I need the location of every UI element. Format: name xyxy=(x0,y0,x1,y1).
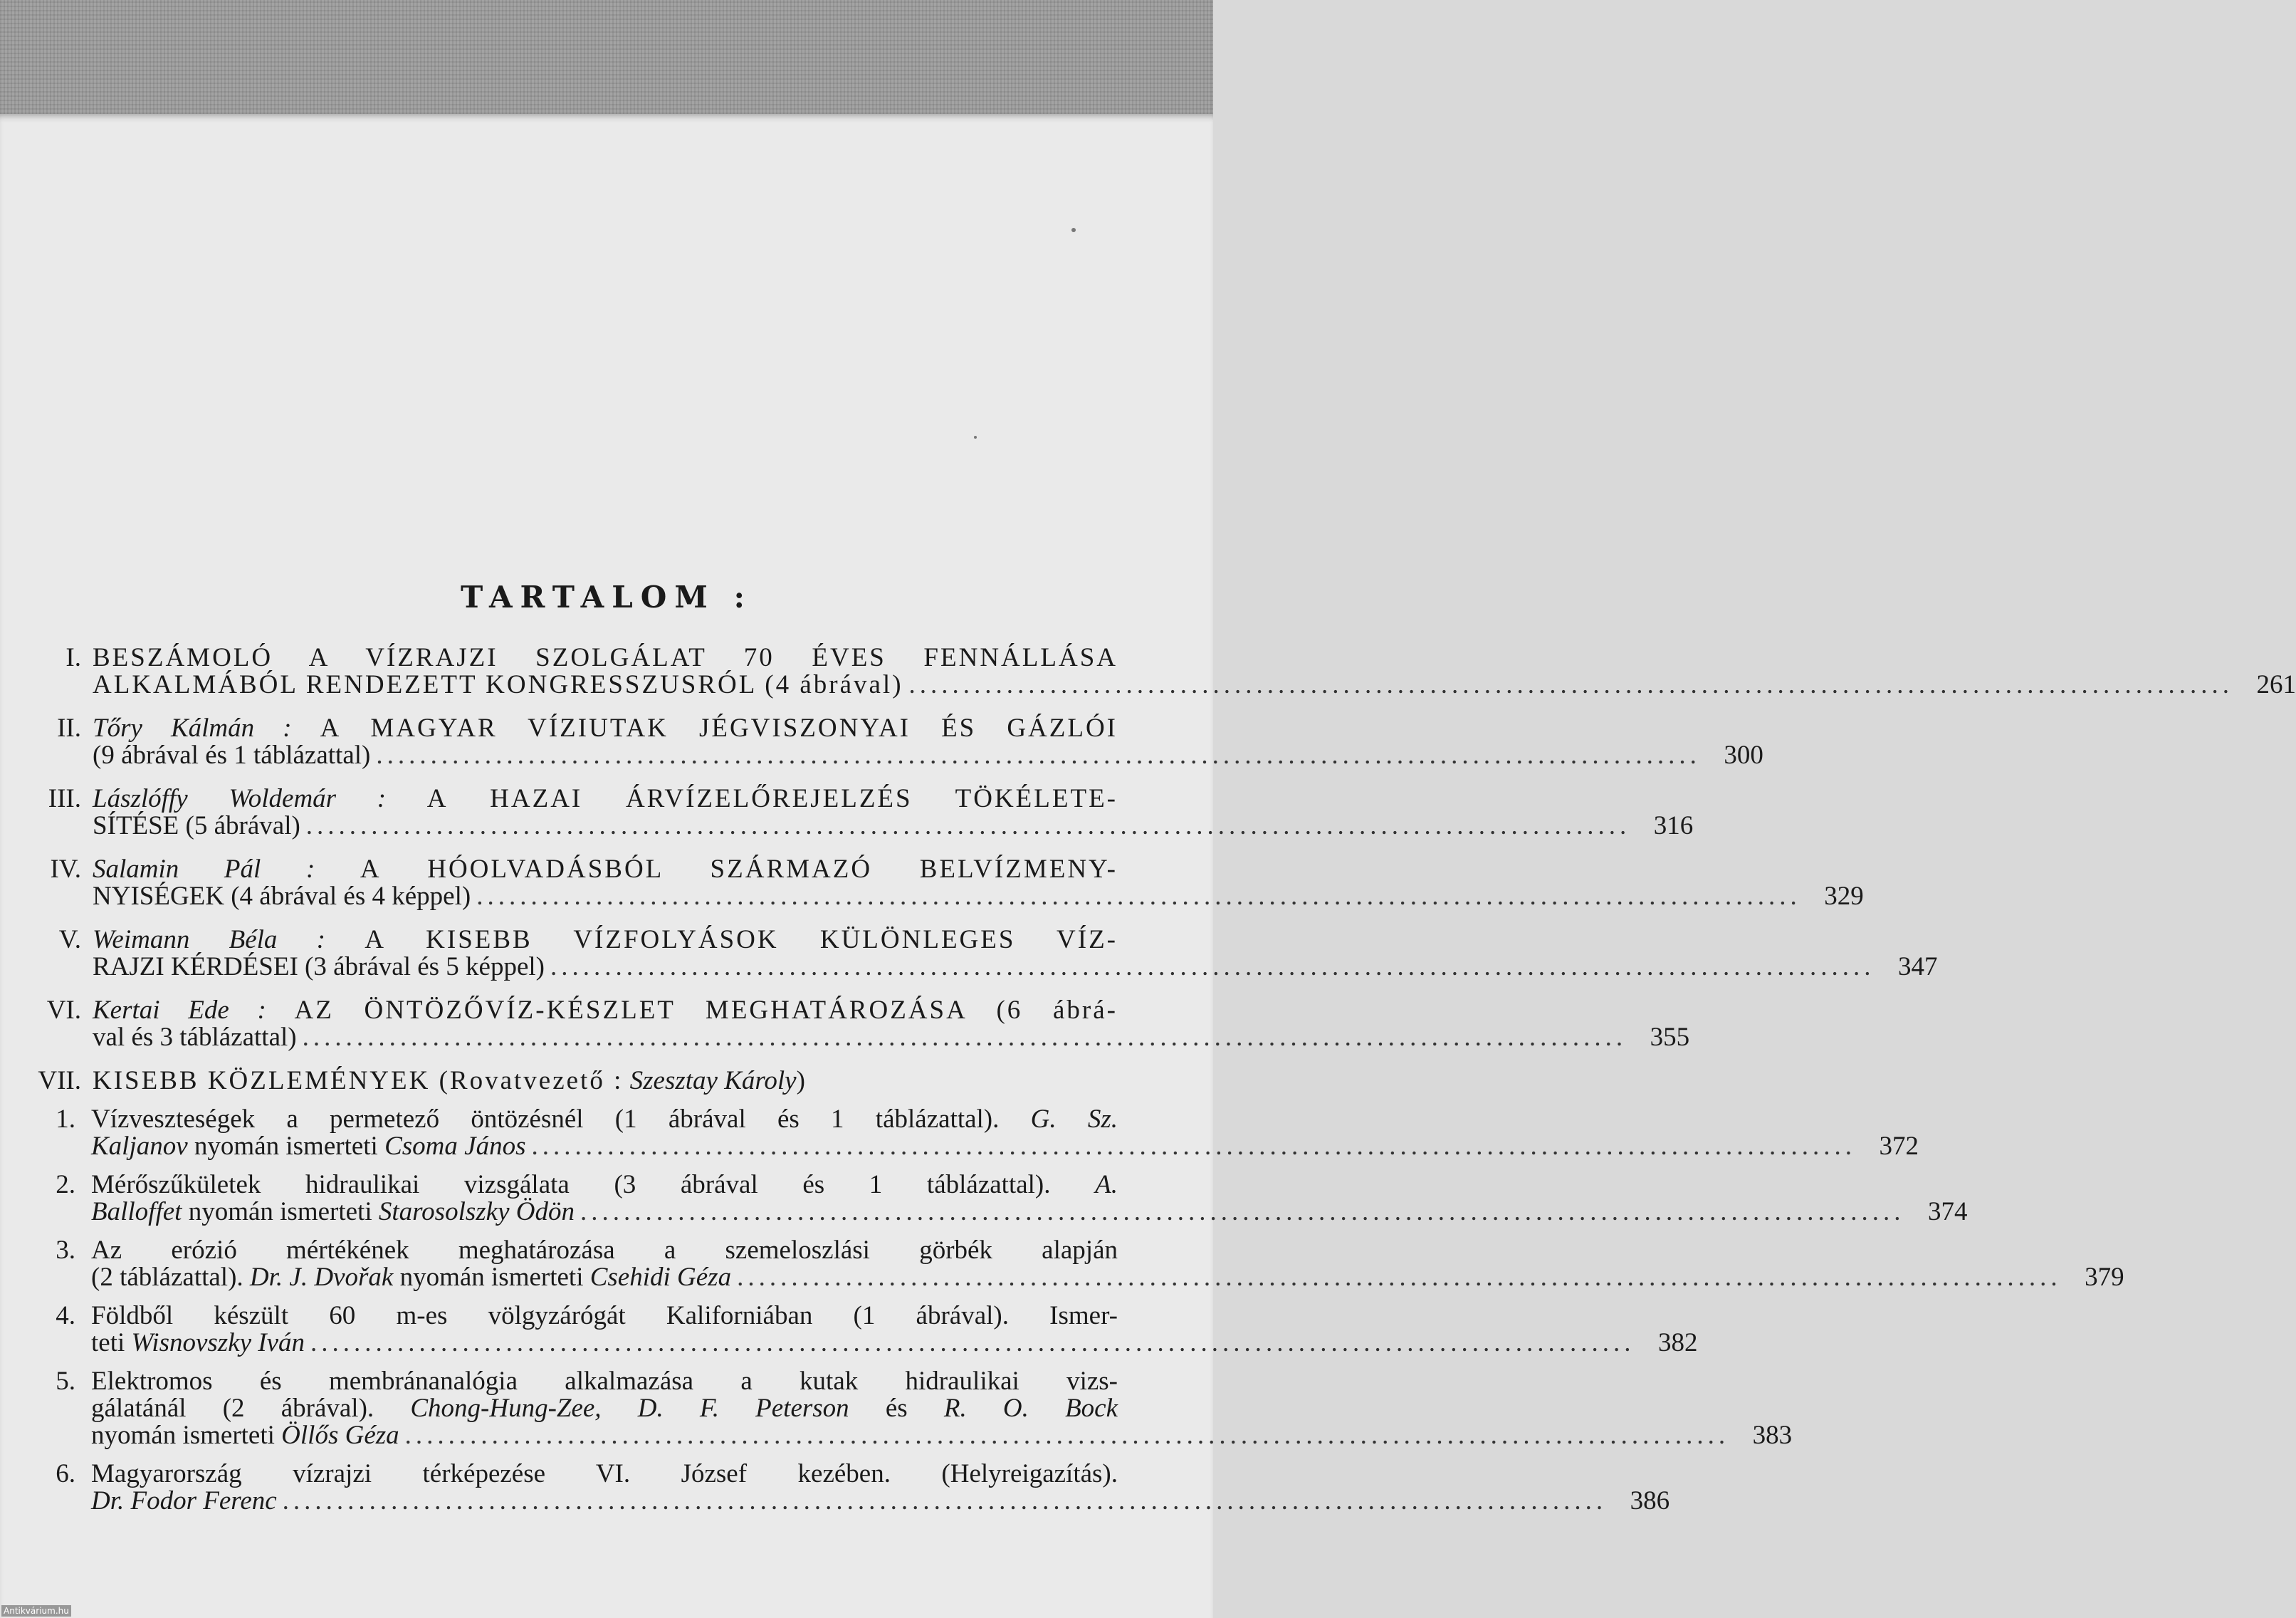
leader-dots: .......................................................................................................................... xyxy=(531,1132,1856,1161)
entry-author: Weimann Béla : xyxy=(93,925,325,954)
entry-title: Mérőszűkületek hidraulikai vizsgálata (3 ábrával és 1 táblázattal). xyxy=(91,1170,1051,1199)
toc-entry-i xyxy=(21,643,2296,699)
entry-number: VII. xyxy=(38,1066,81,1095)
entry-author: Lászlóffy Woldemár : xyxy=(93,784,387,813)
entry-number: III. xyxy=(48,784,81,813)
entry-title-line: SÍTÉSE (5 ábrával) xyxy=(93,811,300,840)
toc-subentry-6 xyxy=(21,1459,1670,1515)
page-number: 386 xyxy=(1630,1486,1670,1515)
leader-dots: .......................................................................................................................... xyxy=(404,1421,1730,1450)
entry-title: Vízveszteségek a permetező öntözésnél (1 ábrával és 1 táblázattal). xyxy=(91,1105,1000,1134)
entry-text: nyomán ismerteti xyxy=(188,1197,372,1226)
entry-text: gálatánál (2 ábrával). xyxy=(91,1394,374,1423)
entry-author: Balloffet xyxy=(91,1197,182,1226)
leader-dots: .......................................................................................................................... xyxy=(476,882,1801,911)
page-number: 300 xyxy=(1724,741,1763,770)
entry-text: (2 táblázattal). xyxy=(91,1263,243,1292)
entry-author: Kertai Ede : xyxy=(93,996,266,1025)
entry-author: R. O. Bock xyxy=(943,1394,1118,1423)
page-number: 355 xyxy=(1650,1023,1690,1052)
entry-number: 2. xyxy=(56,1170,75,1199)
entry-author: D. F. Peterson xyxy=(637,1394,849,1423)
toc-subentry-4 xyxy=(21,1301,1698,1357)
section-close-paren: ) xyxy=(796,1066,805,1095)
leader-dots: .......................................................................................................................... xyxy=(580,1197,1905,1226)
leader-dots: .......................................................................................................................... xyxy=(302,1023,1627,1052)
paper-speck xyxy=(1071,228,1076,232)
entry-title: A HÓOLVADÁSBÓL SZÁRMAZÓ BELVÍZMENY- xyxy=(360,855,1118,884)
toc-subentry-3 xyxy=(21,1236,2124,1292)
section-title: KISEBB KÖZLEMÉNYEK (Rovatvezető : xyxy=(93,1066,624,1095)
page-number: 382 xyxy=(1658,1328,1698,1357)
entry-number: 3. xyxy=(56,1236,75,1265)
entry-number: I. xyxy=(65,643,81,672)
page-number: 379 xyxy=(2085,1263,2124,1292)
toc-entry-vi xyxy=(21,996,1690,1052)
entry-title: Elektromos és membránanalógia alkalmazása a kutak hidraulikai vizs- xyxy=(91,1367,1118,1396)
entry-title-line: ALKALMÁBÓL RENDEZETT KONGRESSZUSRÓL (4 ábrával) xyxy=(93,670,903,699)
watermark: Antikvárium.hu xyxy=(1,1605,71,1617)
entry-text: nyomán ismerteti xyxy=(399,1263,584,1292)
entry-title-line: val és 3 táblázattal) xyxy=(93,1023,297,1052)
leader-dots: .......................................................................................................................... xyxy=(550,952,1875,981)
entry-title: A KISEBB VÍZFOLYÁSOK KÜLÖNLEGES VÍZ- xyxy=(365,925,1118,954)
entry-author: G. Sz. xyxy=(1030,1105,1118,1134)
entry-number: 6. xyxy=(56,1459,75,1488)
toc-subentry-5 xyxy=(21,1367,1793,1450)
toc-subentry-2 xyxy=(21,1170,1968,1226)
entry-title-line: (9 ábrával és 1 táblázattal) xyxy=(93,741,371,770)
entry-title: Az erózió mértékének meghatározása a szemeloszlási görbék alapján xyxy=(91,1236,1118,1265)
entry-number: VI. xyxy=(46,996,81,1025)
cloth-background xyxy=(0,0,1213,114)
entry-author: Salamin Pál : xyxy=(93,855,315,884)
toc-entry-v xyxy=(21,925,1938,981)
entry-number: IV. xyxy=(50,855,81,884)
entry-number: 5. xyxy=(56,1367,75,1396)
toc-entry-ii xyxy=(21,714,1763,770)
entry-text: és xyxy=(885,1394,908,1423)
entry-text: teti xyxy=(91,1328,125,1357)
entry-title: Földből készült 60 m-es völgyzárógát Kaliforniában (1 ábrával). Ismer- xyxy=(91,1301,1118,1330)
page-number: 383 xyxy=(1752,1421,1793,1450)
section-editor: Szesztay Károly xyxy=(629,1066,797,1095)
entry-text: nyomán ismerteti xyxy=(91,1421,275,1450)
page-number: 372 xyxy=(1879,1132,1919,1161)
entry-number: 4. xyxy=(56,1301,75,1330)
toc-section-vii xyxy=(21,1068,1182,1095)
entry-number: II. xyxy=(57,714,81,743)
leader-dots: .......................................................................................................................... xyxy=(310,1328,1635,1357)
entry-author: Tőry Kálmán : xyxy=(93,714,292,743)
page-number: 374 xyxy=(1927,1197,1968,1226)
entry-title: A MAGYAR VÍZIUTAK JÉGVISZONYAI ÉS GÁZLÓI xyxy=(320,714,1118,743)
entry-reviewer: Öllős Géza xyxy=(281,1421,399,1450)
entry-text: nyomán ismerteti xyxy=(194,1132,378,1161)
page-number: 329 xyxy=(1824,882,1864,911)
toc-entry-iv xyxy=(21,855,1864,911)
toc-subentry-1 xyxy=(21,1105,1919,1161)
entry-number: 1. xyxy=(56,1105,75,1134)
leader-dots: .......................................................................................................................... xyxy=(737,1263,2062,1292)
entry-title: Magyarország vízrajzi térképezése VI. József kezében. (Helyreigazítás). xyxy=(91,1459,1118,1488)
entry-title: A HAZAI ÁRVÍZELŐREJELZÉS TÖKÉLETE- xyxy=(426,784,1118,813)
page-number: 347 xyxy=(1898,952,1938,981)
entry-number: V. xyxy=(58,925,81,954)
table-of-contents xyxy=(21,643,2296,1526)
entry-author: Kaljanov xyxy=(91,1132,188,1161)
entry-title-line: RAJZI KÉRDÉSEI (3 ábrával és 5 képpel) xyxy=(93,952,545,981)
leader-dots: .......................................................................................................................... xyxy=(305,811,1631,840)
entry-author: Dr. Fodor Ferenc xyxy=(91,1486,277,1515)
leader-dots: .......................................................................................................................... xyxy=(376,741,1701,770)
leader-dots: .......................................................................................................................... xyxy=(282,1486,1608,1515)
entry-title-line: BESZÁMOLÓ A VÍZRAJZI SZOLGÁLAT 70 ÉVES FENNÁLLÁSA xyxy=(93,643,1118,672)
page-title: TARTALOM : xyxy=(461,580,753,615)
entry-title: AZ ÖNTÖZŐVÍZ-KÉSZLET MEGHATÁROZÁSA (6 ábrá- xyxy=(294,996,1118,1025)
entry-reviewer: Csoma János xyxy=(384,1132,526,1161)
leader-dots: .......................................................................................................................... xyxy=(908,670,2234,699)
page-number: 261 xyxy=(2256,670,2296,699)
entry-author: Dr. J. Dvořak xyxy=(249,1263,394,1292)
entry-reviewer: Starosolszky Ödön xyxy=(378,1197,575,1226)
paper-speck xyxy=(974,436,977,439)
entry-author: Wisnovszky Iván xyxy=(131,1328,305,1357)
entry-title-line: NYISÉGEK (4 ábrával és 4 képpel) xyxy=(93,882,471,911)
entry-reviewer: Csehidi Géza xyxy=(589,1263,732,1292)
page-number: 316 xyxy=(1653,811,1694,840)
entry-author: A. xyxy=(1095,1170,1118,1199)
toc-entry-iii xyxy=(21,784,1694,840)
entry-author: Chong-Hung-Zee, xyxy=(410,1394,602,1423)
